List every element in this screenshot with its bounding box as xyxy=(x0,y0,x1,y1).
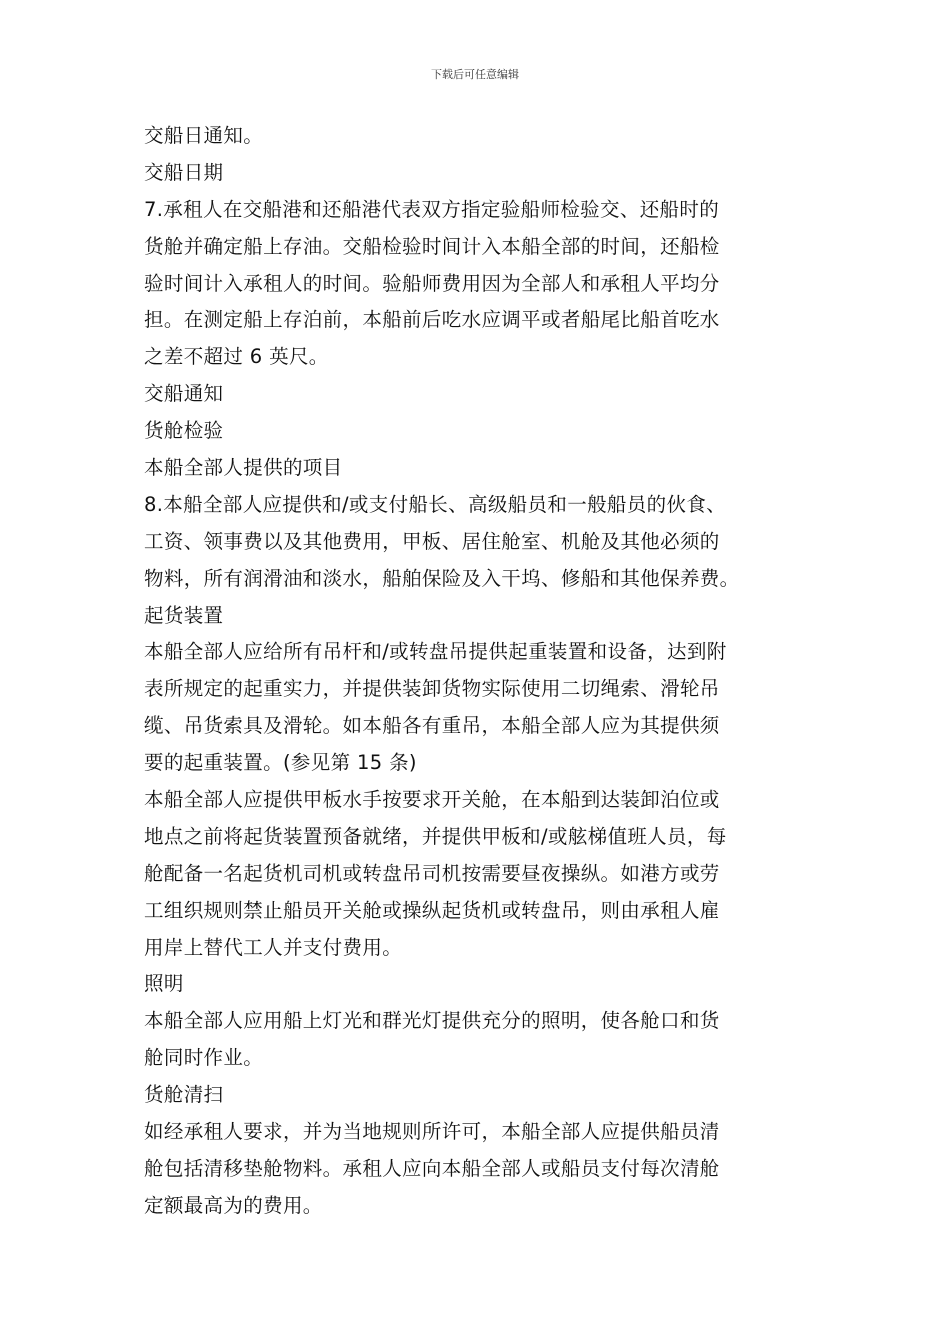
text-line: 舱配备一名起货机司机或转盘吊司机按需要昼夜操纵。如港方或劳 xyxy=(144,861,720,885)
text-line: 验时间计入承租人的时间。验船师费用因为全部人和承租人平均分 xyxy=(144,271,720,295)
text-line: 本船全部人应用船上灯光和群光灯提供充分的照明，使各舱口和货 xyxy=(144,1009,720,1033)
text-line: 定额最高为的费用。 xyxy=(144,1193,323,1217)
text-line: 舱包括清移垫舱物料。承租人应向本船全部人或船员支付每次清舱 xyxy=(144,1156,720,1180)
text-line: 要的起重装置。(参见第 15 条) xyxy=(144,751,417,775)
text-line: 工资、领事费以及其他费用，甲板、居住舱室、机舱及其他必须的 xyxy=(144,529,720,553)
section-heading: 交船日期 xyxy=(144,160,224,184)
section-heading: 照明 xyxy=(144,972,184,996)
text-line: 地点之前将起货装置预备就绪，并提供甲板和/或舷梯值班人员，每 xyxy=(144,824,727,848)
text-line: 交船日通知。 xyxy=(144,124,264,147)
text-line: 本船全部人应给所有吊杆和/或转盘吊提供起重装置和设备，达到附 xyxy=(144,640,727,664)
section-heading: 本船全部人提供的项目 xyxy=(144,456,343,480)
text-line: 缆、吊货索具及滑轮。如本船各有重吊，本船全部人应为其提供须 xyxy=(144,714,720,738)
text-line: 本船全部人应提供甲板水手按要求开关舱，在本船到达装卸泊位或 xyxy=(144,788,720,812)
text-line: 担。在测定船上存泊前，本船前后吃水应调平或者船尾比船首吃水 xyxy=(144,308,720,332)
section-heading: 起货装置 xyxy=(144,603,224,627)
text-line: 表所规定的起重实力，并提供装卸货物实际使用二切绳索、滑轮吊 xyxy=(144,677,720,701)
text-line: 工组织规则禁止船员开关舱或操纵起货机或转盘吊，则由承租人雇 xyxy=(144,898,720,922)
text-line: 8.本船全部人应提供和/或支付船长、高级船员和一般船员的伙食、 xyxy=(144,492,727,516)
section-heading: 交船通知 xyxy=(144,382,224,406)
text-line: 之差不超过 6 英尺。 xyxy=(144,345,329,369)
section-heading: 货舱检验 xyxy=(144,419,224,443)
page-header-note: 下载后可任意编辑 xyxy=(431,68,519,81)
text-line: 7.承租人在交船港和还船港代表双方指定验船师检验交、还船时的 xyxy=(144,197,720,221)
text-line: 货舱并确定船上存油。交船检验时间计入本船全部的时间，还船检 xyxy=(144,234,720,258)
text-line: 物料，所有润滑油和淡水，船舶保险及入干坞、修船和其他保养费。 xyxy=(144,566,740,590)
text-line: 用岸上替代工人并支付费用。 xyxy=(144,935,403,959)
section-heading: 货舱清扫 xyxy=(144,1083,224,1107)
text-line: 如经承租人要求，并为当地规则所许可，本船全部人应提供船员清 xyxy=(144,1120,720,1144)
document-body xyxy=(144,118,809,1225)
text-line: 舱同时作业。 xyxy=(144,1046,264,1070)
